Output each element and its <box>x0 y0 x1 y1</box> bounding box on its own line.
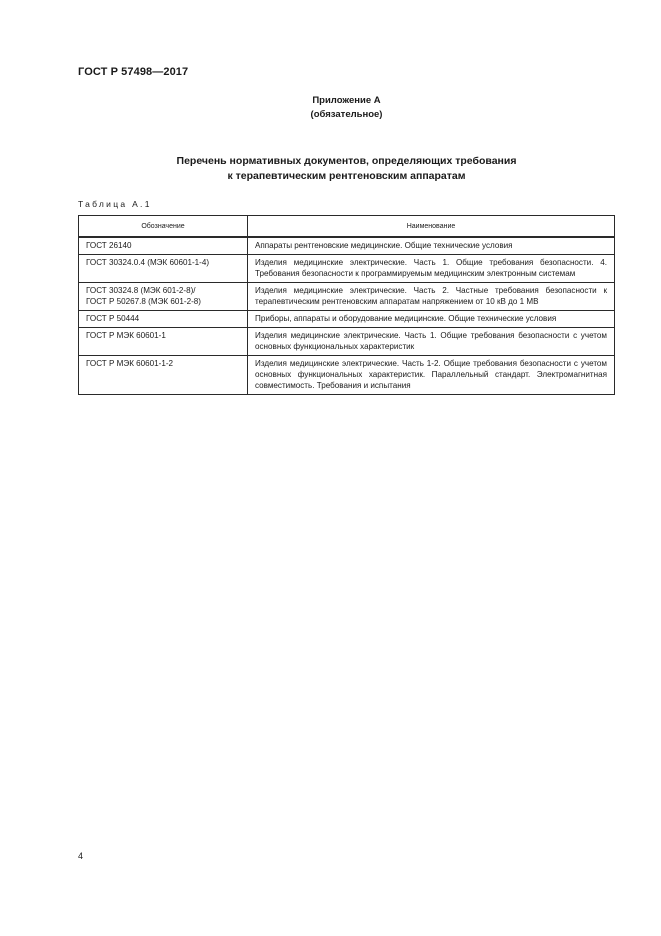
table-row <box>79 328 615 356</box>
name-cell: Аппараты рентгеновские медицинские. Общие технические условия <box>248 237 615 255</box>
section-title-line-2: к терапевтическим рентгеновским аппаратам <box>227 170 466 182</box>
name-cell: Изделия медицинские электрические. Часть 1-2. Общие требования безопасности с учетом основных функциональных характеристик. Параллельный стандарт. Электромагнитная совместимость. Требования и испытания <box>248 356 615 395</box>
designation-cell <box>79 311 248 328</box>
designation-cell <box>79 356 248 395</box>
section-title-line-1: Перечень нормативных документов, определяющих требования <box>176 155 517 167</box>
table-header-row <box>79 216 615 238</box>
table-row <box>79 311 615 328</box>
table-body <box>79 237 615 395</box>
name-cell: Изделия медицинские электрические. Часть 1. Общие требования безопасности. 4. Требования безопасности к программируемым медицинским электронным системам <box>248 255 615 283</box>
table-row <box>79 356 615 395</box>
designation-cell <box>79 255 248 283</box>
designation-text: ГОСТ Р 50267.8 (МЭК 601-2-8) <box>86 297 201 306</box>
designation-cell <box>79 283 248 311</box>
standard-header: ГОСТ Р 57498—2017 <box>78 66 189 78</box>
designation-cell <box>79 237 248 255</box>
column-header-designation: Обозначение <box>79 216 248 238</box>
standards-table <box>78 215 615 395</box>
designation-text: ГОСТ 30324.0.4 (МЭК 60601-1-4) <box>86 258 210 267</box>
designation-text: ГОСТ Р МЭК 60601-1-2 <box>86 359 174 368</box>
designation-text: ГОСТ Р 50444 <box>86 314 140 323</box>
table-row <box>79 283 615 311</box>
designation-text: ГОСТ 30324.8 (МЭК 601-2-8)/ <box>86 286 196 295</box>
table-row <box>79 255 615 283</box>
name-cell: Приборы, аппараты и оборудование медицинские. Общие технические условия <box>248 311 615 328</box>
table-row <box>79 237 615 255</box>
appendix-status: (обязательное) <box>310 109 383 120</box>
designation-text: ГОСТ Р МЭК 60601-1 <box>86 331 166 340</box>
table-caption: Таблица А.1 <box>78 199 152 209</box>
page-number: 4 <box>78 851 84 861</box>
name-cell: Изделия медицинские электрические. Часть 1. Общие требования безопасности с учетом основных функциональных характеристик <box>248 328 615 356</box>
name-cell: Изделия медицинские электрические. Часть 2. Частные требования безопасности к терапевтическим рентгеновским аппаратам напряжением от 10 кВ до 1 МВ <box>248 283 615 311</box>
designation-text: ГОСТ 26140 <box>86 241 132 250</box>
appendix-title: Приложение А <box>312 95 381 106</box>
designation-cell <box>79 328 248 356</box>
column-header-name: Наименование <box>248 216 615 238</box>
